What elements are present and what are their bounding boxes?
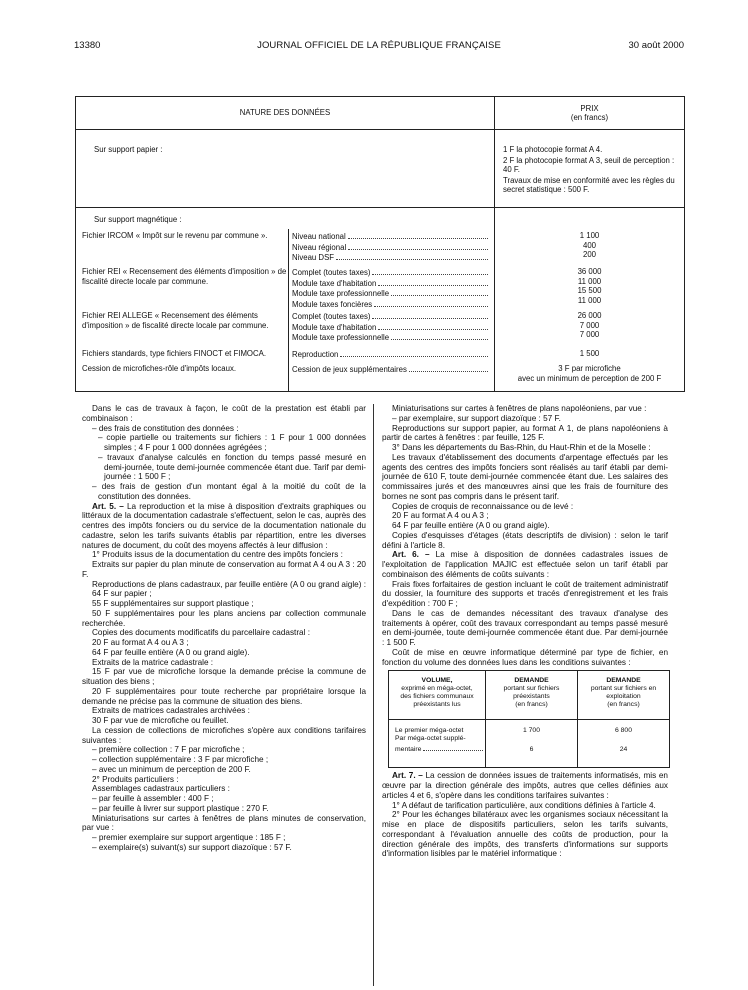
col-prix-unit: (en francs) <box>570 113 609 122</box>
paragraph <box>82 667 366 687</box>
paragraph-text: Miniaturisations sur cartes à fenêtres de plans minutes de conservation, par vue : <box>82 813 366 833</box>
list-item: Reproduction <box>292 349 488 360</box>
paragraph-text: – des frais de constitution des données : <box>92 423 239 433</box>
paragraph-text: 30 F par vue de microfiche ou feuillet. <box>92 716 229 725</box>
page-header <box>74 40 684 54</box>
journal-title: JOURNAL OFFICIEL DE LA RÉPUBLIQUE FRANÇAISE <box>257 40 501 51</box>
paragraph-text: Dans le cas de demandes nécessitant des travaux d'analyse des traitements à opérer, coût des travaux correspondant au temps passé mesuré en demi-journée, toute demi-journée commencée étant due. Par demi-journée : 1 500 F. <box>382 608 668 647</box>
paragraph <box>82 716 366 726</box>
publication-date: 30 août 2000 <box>628 40 684 51</box>
paragraph <box>82 814 366 834</box>
paragraph <box>382 453 668 502</box>
page-number: 13380 <box>74 40 101 51</box>
list-item: Module taxe professionnelle <box>292 332 488 343</box>
paragraph-text: 1° Produits issus de la documentation du centre des impôts fonciers : <box>92 550 343 560</box>
article-heading: Art. 5. – <box>92 501 124 511</box>
paragraph <box>382 550 668 579</box>
paper-price-conformity: Travaux de mise en conformité avec les règles du secret statistique : 500 F. <box>503 175 675 195</box>
paragraph-text: La cession de données issues de traitements informatisés, mis en œuvre par la direction générale des impôts, autres que celles définies aux articles 4 et 6, s'opère dans les conditions tarifaires suivantes : <box>382 771 668 800</box>
paragraph <box>82 843 366 853</box>
paper-prices <box>503 145 679 196</box>
paragraph-text: – avec un minimum de perception de 200 F. <box>92 764 251 774</box>
table-row: 1 700 6 <box>522 727 540 754</box>
paragraph <box>82 433 366 453</box>
row-ircom-prices: 1 100 400 200 <box>579 231 600 260</box>
paragraph <box>82 560 366 580</box>
paper-support-label: Sur support papier : <box>94 145 163 154</box>
paragraph <box>82 755 366 765</box>
paragraph-text: 55 F supplémentaires sur support plastique ; <box>92 599 254 608</box>
paragraph <box>82 765 366 775</box>
paragraph <box>82 775 366 785</box>
list-item: Module taxes foncières <box>292 299 488 310</box>
paragraph <box>382 531 668 551</box>
paragraph <box>82 794 366 804</box>
magnetic-support-label: Sur support magnétique : <box>94 215 182 224</box>
paragraph-text: – premier exemplaire sur support argentique : 185 F ; <box>92 833 286 842</box>
paragraph-text: 15 F par vue de microfiche lorsque la demande précise la commune de situation des biens ; <box>82 667 366 686</box>
paragraph <box>82 550 366 560</box>
paragraph-text: 20 F au format A 4 ou A 3 ; <box>92 638 189 647</box>
paragraph <box>382 511 668 521</box>
paragraph-text: – travaux d'analyse calculés en fonction du temps passé mesuré en demi-journée, toute demi-journée commencée étant due. Tarif par demi-journée : 1 500 F ; <box>98 452 366 482</box>
paragraph <box>82 638 366 648</box>
paragraph <box>382 404 668 414</box>
paragraph-text: Extraits sur papier du plan minute de conservation au format A 4 ou A 3 : 20 F. <box>82 560 366 579</box>
paragraph-text: Copies d'esquisses d'étages (états descriptifs de division) : selon le tarif défini à l'article 8. <box>382 530 668 550</box>
paragraph <box>382 502 668 512</box>
paragraph-text: Extraits de matrices cadastrales archivées : <box>92 706 250 716</box>
paragraph-text: Reproductions sur support papier, au format A 1, de plans napoléoniens à partir de cartes à fenêtres : par feuille, 125 F. <box>382 423 668 443</box>
paragraph-text: Copies de croquis de reconnaissance ou de levé : <box>392 501 574 511</box>
paragraph <box>382 521 668 531</box>
paragraph-text: – par feuille à assembler : 400 F ; <box>92 794 214 803</box>
left-column <box>82 404 366 853</box>
paragraph <box>82 502 366 551</box>
list-item: Module taxe d'habitation <box>292 322 488 333</box>
right-column-top <box>382 404 668 667</box>
paragraph <box>82 482 366 502</box>
paragraph-text: La reproduction et la mise à disposition d'extraits graphiques ou littéraux de la documentation cadastrale s'effectuent, selon le cas, auprès des centres des impôts fonciers ou du service de la documentation nationale du cadastre, selon les tarifs suivants établis par répartition, entre les diverses natures de document, du coût des moyens affectés à leur diffusion : <box>82 501 366 550</box>
paragraph-text: 2° Pour les échanges bilatéraux avec les organismes sociaux nécessitant la mise en place de dispositifs particuliers, selon les tarifs suivants, correspondant à l'évaluation annuelle des coûts de production, pour la direction générale des impôts, des transferts d'informations sur supports d'information lisibles par le matériel informatique : <box>382 810 668 859</box>
paragraph-text: – par exemplaire, sur support diazoïque : 57 F. <box>392 413 561 423</box>
list-item: Niveau régional <box>292 242 488 253</box>
paragraph-text: Frais fixes forfaitaires de gestion incluant le coût de traitement administratif du dossier, la fourniture des supports et tracés d'enregistrement et les frais d'expédition : 700 F ; <box>382 579 668 608</box>
row-rei-label: Fichier REI « Recensement des éléments d'imposition » de fiscalité directe locale par commune. <box>82 267 287 286</box>
paragraph-text: – première collection : 7 F par microfiche ; <box>92 745 245 755</box>
paragraph-text: La cession de collections de microfiches s'opère aux conditions tarifaires suivantes : <box>82 725 366 745</box>
paragraph <box>82 599 366 609</box>
table-divider <box>389 719 669 720</box>
paragraph-text: – des frais de gestion d'un montant égal à la moitié du coût de la constitution des données. <box>92 482 366 501</box>
row-rei-items <box>292 267 488 309</box>
paragraph-text: Les travaux d'établissement des documents d'arpentage effectués par les agents des centres des impôts fonciers sont réalisés au tarif établi par demi-journée de 610 F, toute demi-journée commencée étant due. Les salaires des commissaires jurés et des manœuvres ainsi que les frais de fourniture des bornes ne sont pas compris dans le présent tarif. <box>382 452 668 501</box>
col-existing-header: DEMANDE portant sur fichiers préexistants (en francs) <box>503 677 560 709</box>
list-item: Module taxe d'habitation <box>292 278 488 289</box>
paragraph <box>82 726 366 746</box>
col-prix-header <box>495 104 684 122</box>
paragraph-text: Copies des documents modificatifs du parcellaire cadastral : <box>92 628 310 638</box>
paragraph <box>82 589 366 599</box>
paragraph <box>82 784 366 794</box>
paper-price-a4: 1 F la photocopie format A 4. <box>503 145 603 154</box>
row-ircom-label: Fichier IRCOM « Impôt sur le revenu par commune ». <box>82 231 268 240</box>
paragraph-text: 2° Produits particuliers : <box>92 774 179 784</box>
row-rei-allege-items <box>292 311 488 343</box>
paragraph <box>82 404 366 424</box>
paragraph <box>82 687 366 707</box>
paragraph <box>382 801 668 811</box>
right-column-bottom <box>382 771 668 859</box>
paragraph <box>82 628 366 638</box>
list-item: Niveau national <box>292 231 488 242</box>
paragraph-text: – par feuille à livrer sur support plastique : 270 F. <box>92 803 269 813</box>
table-row: 6 800 24 <box>614 727 632 754</box>
paragraph <box>82 804 366 814</box>
paragraph-text: La mise à disposition de données cadastrales issues de l'exploitation de l'application MAJIC est effectuée selon un tarif établi par combinaison des éléments de coûts suivants : <box>382 550 668 579</box>
paper-price-a3: 2 F la photocopie format A 3, seuil de perception : 40 F. <box>503 155 675 175</box>
row-microfiche-label: Cession de microfiches-rôle d'impôts locaux. <box>82 364 237 373</box>
list-item: Complet (toutes taxes) <box>292 311 488 322</box>
table-inner-divider <box>288 229 289 391</box>
paragraph-text: 64 F par feuille entière (A 0 ou grand aigle). <box>92 647 250 657</box>
right-column <box>382 404 668 859</box>
paragraph-text: 20 F supplémentaires pour toute recherche par propriétaire lorsque la demande ne précise pas la commune de situation des biens. <box>82 686 366 706</box>
paragraph-text: 64 F par feuille entière (A 0 ou grand aigle). <box>392 521 550 530</box>
paragraph-text: Coût de mise en œuvre informatique déterminé par type de fichier, en fonction du volume des données lues dans les conditions suivantes : <box>382 647 668 667</box>
row-microfiche-items <box>292 364 488 375</box>
paragraph <box>382 771 668 800</box>
paragraph-text: – copie partielle ou traitements sur fichiers : 1 F pour 1 000 données simples ; 4 F pour 1 000 données agrégées ; <box>98 433 366 452</box>
paragraph <box>82 648 366 658</box>
col-volume-header: VOLUME, exprimé en méga-octet, des fichiers communaux préexistants lus <box>400 677 474 709</box>
row-microfiche-prices: 3 F par microfiche avec un minimum de perception de 200 F <box>517 364 662 383</box>
list-item: Module taxe professionnelle <box>292 288 488 299</box>
paragraph <box>82 609 366 629</box>
paragraph-text: – exemplaire(s) suivant(s) sur support diazoïque : 57 F. <box>92 842 292 852</box>
col-prix-title: PRIX <box>580 104 599 113</box>
price-table-header <box>76 97 684 130</box>
paragraph <box>82 658 366 668</box>
paragraph-text: 50 F supplémentaires pour les plans anciens par collection communale recherchée. <box>82 608 366 628</box>
paragraph <box>382 648 668 668</box>
volume-price-table <box>388 670 670 768</box>
paragraph-text: Reproductions de plans cadastraux, par feuille entière (A 0 ou grand aigle) : <box>92 579 366 589</box>
paragraph <box>382 810 668 859</box>
column-divider <box>373 404 374 986</box>
list-item: Cession de jeux supplémentaires <box>292 364 488 375</box>
row-rei-allege-label: Fichier REI ALLEGE « Recensement des éléments d'imposition » de fiscalité directe locale par commune. <box>82 311 269 330</box>
paragraph <box>382 443 668 453</box>
paragraph-text: Dans le cas de travaux à façon, le coût de la prestation est établi par combinaison : <box>82 404 366 423</box>
paragraph <box>82 706 366 716</box>
paragraph <box>382 414 668 424</box>
article-heading: Art. 6. – <box>392 550 430 560</box>
list-item: Niveau DSF <box>292 252 488 263</box>
row-rei-allege-prices: 26 000 7 000 7 000 <box>577 311 602 340</box>
paragraph <box>382 424 668 444</box>
paragraph-text: Extraits de la matrice cadastrale : <box>92 657 214 667</box>
article-heading: Art. 7. – <box>392 771 423 781</box>
col-operation-header: DEMANDE portant sur fichiers en exploitation (en francs) <box>590 677 657 709</box>
paragraph-text: 20 F au format A 4 ou A 3 ; <box>392 511 489 521</box>
paragraph-text: 3° Dans les départements du Bas-Rhin, du Haut-Rhin et de la Moselle : <box>392 443 651 452</box>
paragraph-text: 1° A défaut de tarification particulière, aux conditions définies à l'article 4. <box>392 800 656 810</box>
paragraph-text: Miniaturisations sur cartes à fenêtres de plans napoléoniens, par vue : <box>392 404 647 413</box>
col-nature-header: NATURE DES DONNÉES <box>239 108 331 117</box>
paragraph <box>382 609 668 648</box>
paragraph <box>82 833 366 843</box>
paragraph <box>82 424 366 434</box>
paragraph <box>82 745 366 755</box>
list-item: Complet (toutes taxes) <box>292 267 488 278</box>
paragraph <box>82 580 366 590</box>
row-standard-files-prices: 1 500 <box>579 349 600 358</box>
paragraph-text: – collection supplémentaire : 3 F par microfiche ; <box>92 755 269 764</box>
paragraph-text: Assemblages cadastraux particuliers : <box>92 784 230 794</box>
paragraph-text: 64 F sur papier ; <box>92 589 152 599</box>
row-rei-prices: 36 000 11 000 15 500 11 000 <box>577 267 602 305</box>
row-standard-files-items <box>292 349 488 360</box>
paragraph <box>382 580 668 609</box>
price-table <box>75 96 685 392</box>
table-section-divider <box>76 207 684 208</box>
row-standard-files-label: Fichiers standards, type fichiers FINOCT et FIMOCA. <box>82 349 266 358</box>
row-ircom-items <box>292 231 488 263</box>
table-row: Le premier méga-octet Par méga-octet supplé- mentaire <box>395 727 483 754</box>
paragraph <box>82 453 366 482</box>
